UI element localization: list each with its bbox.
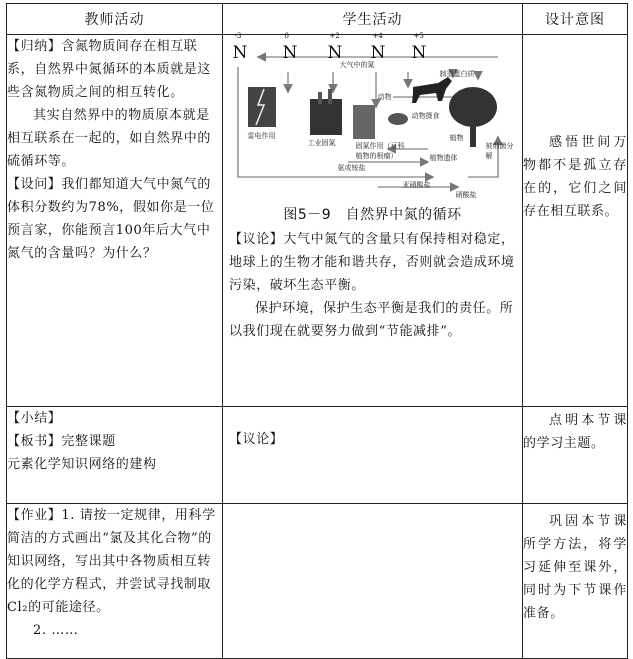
teacher-summary: 【归纳】含氮物质间存在相互联系，自然界中氮循环的本质就是这些含氮物质之间的相互转化。	[7, 39, 212, 100]
label-plant: 植物	[449, 134, 464, 142]
nitrogen-cycle-figure	[228, 32, 518, 202]
label-lightning: 雷电作用	[247, 132, 276, 140]
n-label-plus4: +4 N	[370, 32, 386, 63]
label-animal-intake: 动物摄食	[411, 112, 440, 120]
summary-label: 【小结】	[7, 411, 62, 426]
n-label-minus3: -3 N	[232, 32, 248, 63]
design-cell	[523, 504, 628, 659]
label-plant-protein: 制造蛋白质	[439, 70, 475, 78]
header-teacher: 教师活动	[7, 4, 223, 35]
label-ammonia: 氨或铵盐	[337, 164, 366, 172]
header-design: 设计意图	[523, 4, 628, 35]
student-discussion	[223, 228, 522, 343]
figure-caption: 图5－9 自然界中氮的循环	[283, 207, 462, 223]
student-discussion-label: 【议论】	[229, 432, 284, 447]
n-label-plus2: +2 N	[327, 32, 343, 63]
horse-image	[412, 77, 452, 103]
table-row	[7, 504, 628, 659]
label-nitrite: 亚硝酸盐	[402, 181, 431, 189]
homework-more: 2. ……	[33, 623, 79, 638]
header-student: 学生活动	[223, 4, 523, 35]
label-industrial-fixation: 工业固氮	[307, 139, 336, 147]
design-intent-text: 巩固本节课所学方法，将学习延伸至课外，同时为下节课作准备。	[523, 514, 627, 621]
header-row	[7, 4, 628, 35]
student-discussion-p2: 保护环境，保护生态平衡是我们的责任。所以我们现在就要努力做到“节能减排”。	[229, 301, 514, 339]
plant-small-image	[388, 113, 408, 125]
teacher-remark: 其实自然界中的物质原本就是相互联系在一起的，如自然界中的硫循环等。	[7, 108, 212, 169]
factory-image	[310, 99, 342, 135]
teacher-cell	[7, 504, 223, 659]
teacher-question: 【设问】我们都知道大气中氮气的体积分数约为78%，假如你是一位预言家，你能预言100年后大气中氮气的含量吗？为什么？	[7, 177, 215, 261]
design-intent-text: 感悟世间万物都不是孤立存在的，它们之间存在相互联系。	[523, 135, 627, 219]
student-cell	[223, 407, 523, 504]
design-intent-text: 点明本节课的学习主题。	[523, 413, 627, 451]
student-cell	[223, 504, 523, 659]
label-denitrifying: 被细菌分解	[485, 142, 514, 160]
label-animal: 动物	[377, 93, 392, 101]
table-row	[7, 35, 628, 407]
tree-image	[449, 87, 497, 127]
design-cell	[523, 407, 628, 504]
teacher-cell	[7, 35, 223, 407]
lesson-plan-table	[6, 3, 628, 659]
n-label-plus5: +5 N	[411, 32, 427, 63]
homework-text: 【作业】1. 请按一定规律，用科学简洁的方式画出“氯及其化合物”的知识网络，写出其中各物质相互转化的化学方程式，并尝试寻找制取Cl₂的可能途径。	[7, 508, 216, 615]
label-atmosphere-nitrogen: 大气中的氮	[339, 61, 375, 69]
blackboard-label: 【板书】完整课题	[7, 434, 116, 449]
design-cell	[523, 35, 628, 407]
label-plant-remains: 植物遗体	[429, 154, 458, 162]
student-discussion-p1: 【议论】大气中氮气的含量只有保持相对稳定，地球上的生物才能和谐共存，否则就会造成环境污染，破坏生态平衡。	[229, 232, 515, 293]
label-nitrate: 硝酸盐	[455, 191, 477, 199]
label-bio-fixation: 固氮作用（豆科植物的根瘤）	[355, 142, 405, 160]
n-label-0: 0 N	[282, 32, 298, 63]
table-row	[7, 407, 628, 504]
student-cell	[223, 32, 523, 407]
teacher-cell	[7, 407, 223, 504]
plant-root-image	[353, 105, 375, 139]
lesson-title: 元素化学知识网络的建构	[7, 457, 157, 472]
